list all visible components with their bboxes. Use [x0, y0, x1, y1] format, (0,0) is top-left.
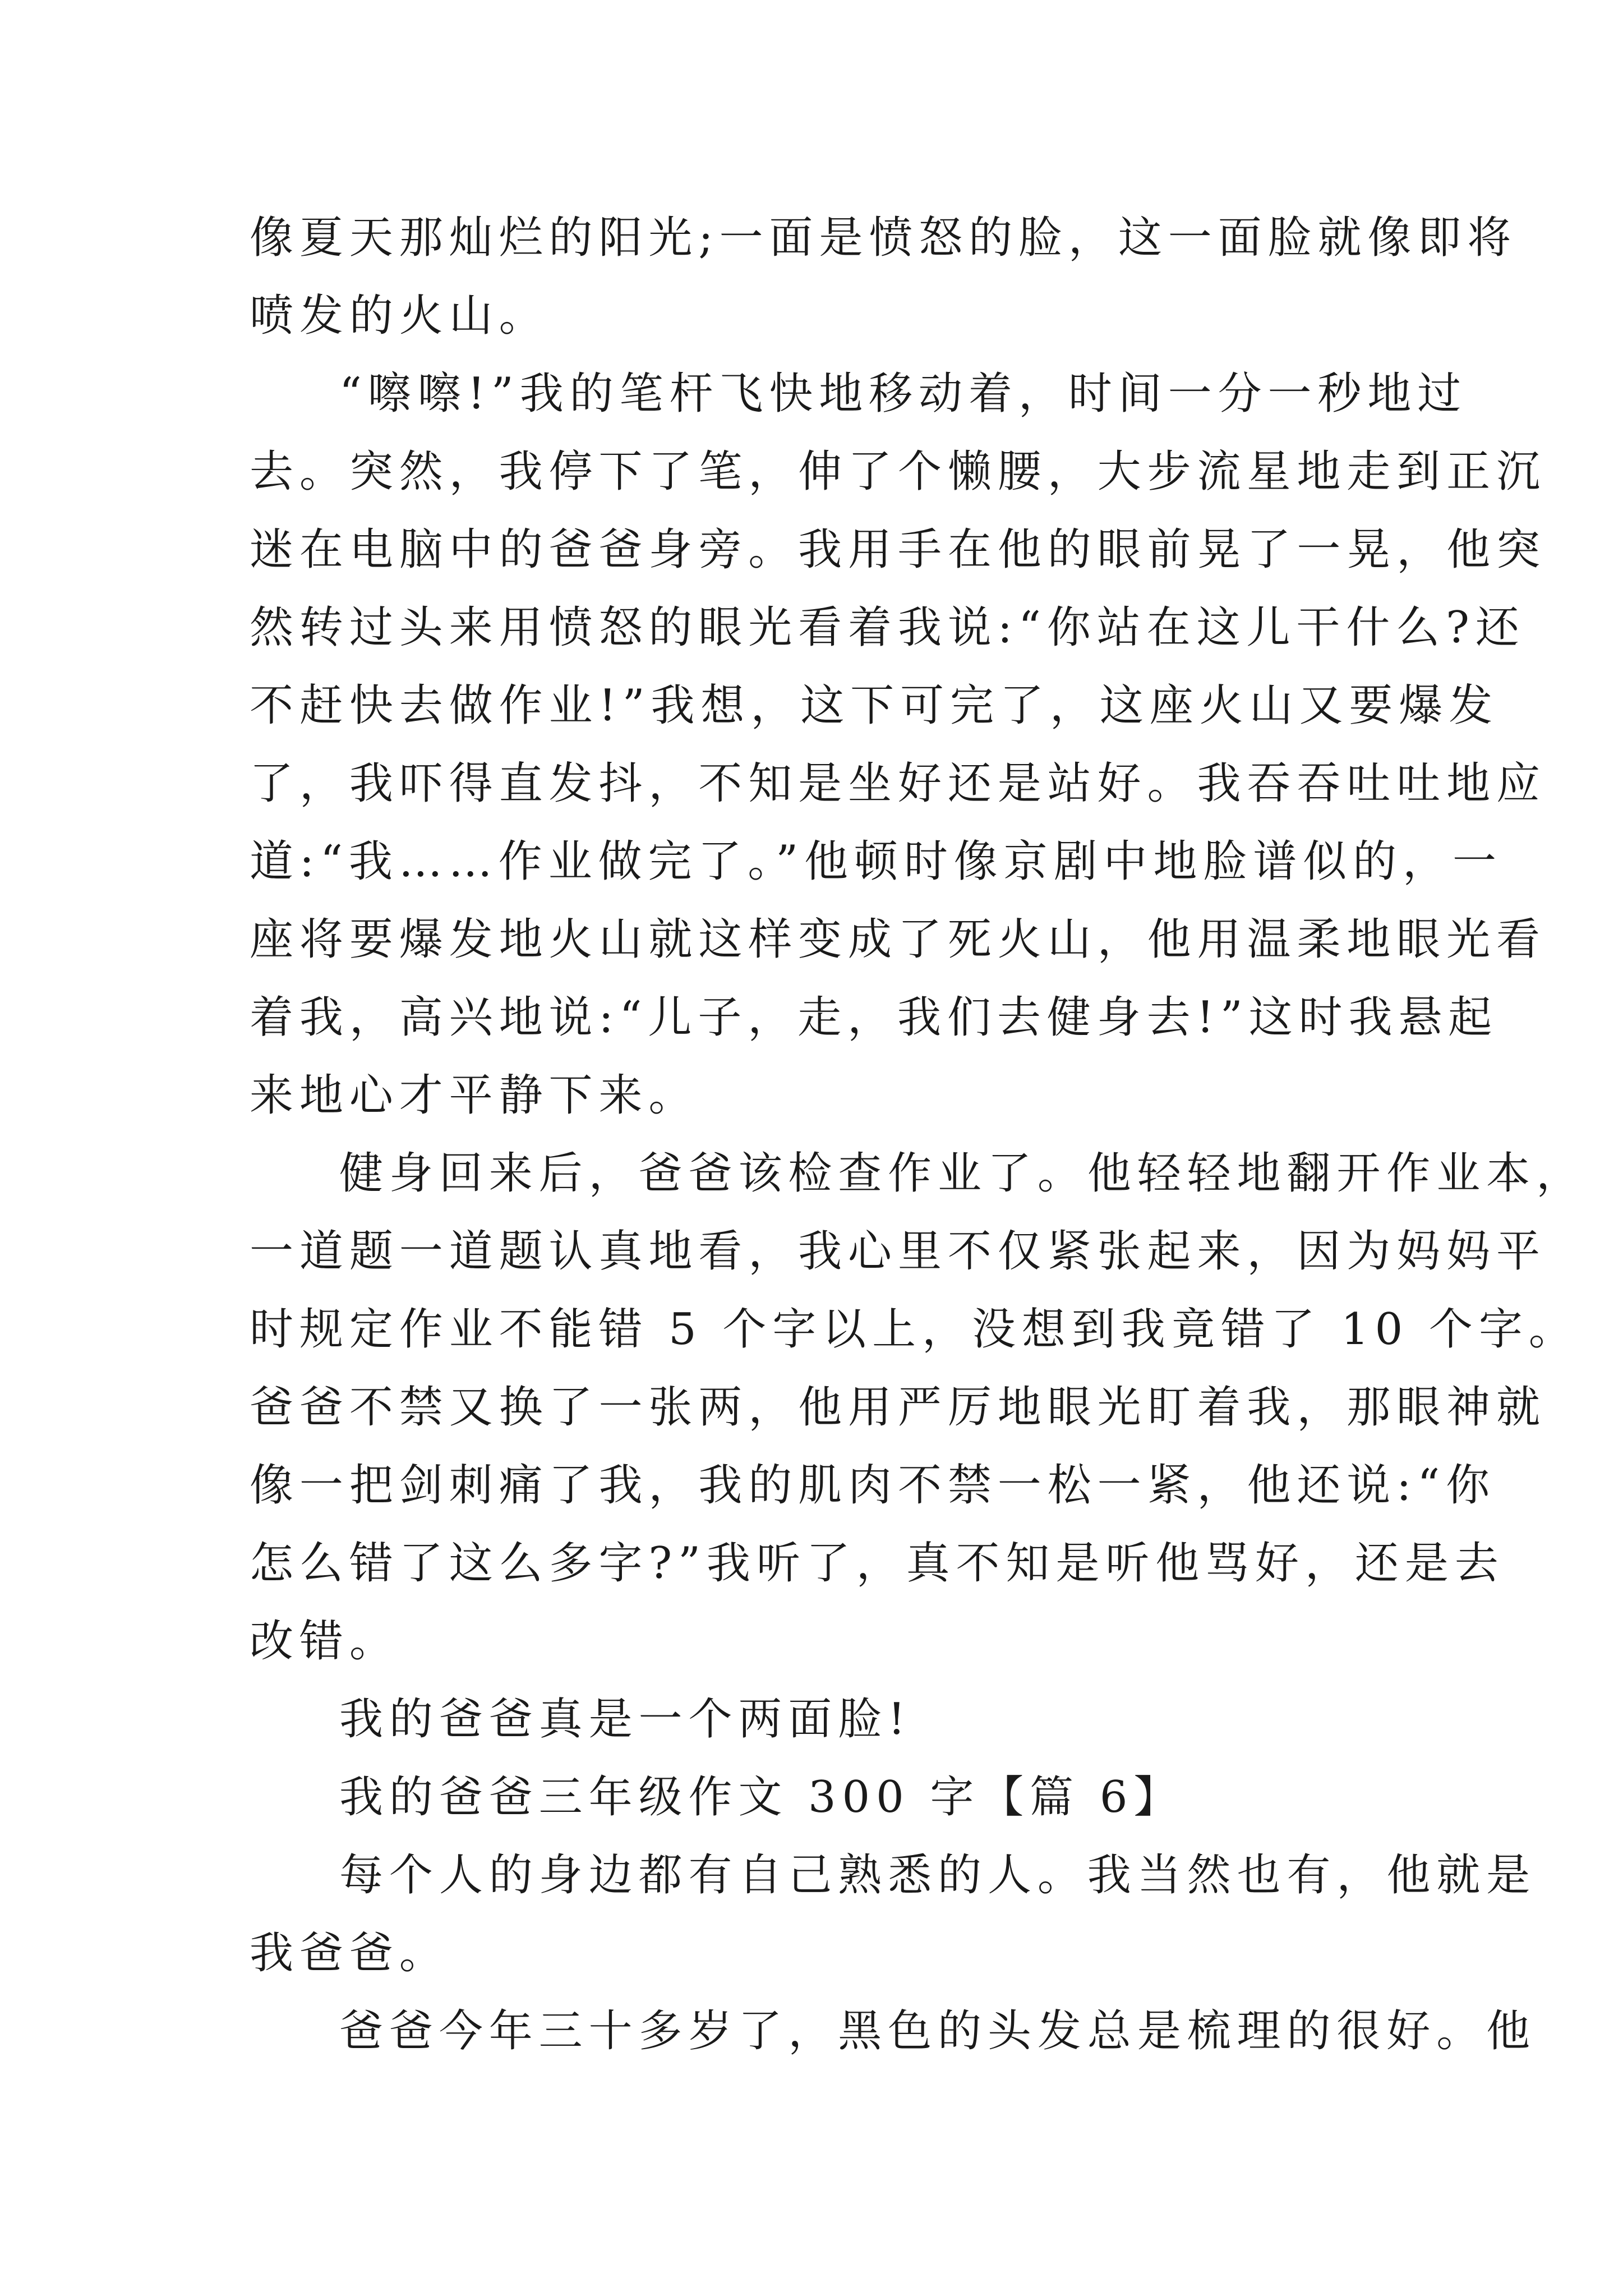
text-line-24: 爸爸今年三十多岁了，黑色的头发总是梳理的很好。他: [339, 2006, 1537, 2056]
text-line-8: 了，我吓得直发抖，不知是坐好还是站好。我吞吞吐吐地应: [250, 758, 1546, 809]
text-line-6: 然转过头来用愤怒的眼光看着我说:“你站在这儿干什么?还: [250, 602, 1525, 653]
text-line-17: 像一把剑刺痛了我，我的肌肉不禁一松一紧，他还说:“你: [250, 1460, 1496, 1511]
text-line-5: 迷在电脑中的爸爸身旁。我用手在他的眼前晃了一晃，他突: [250, 524, 1546, 575]
text-line-22: 每个人的身边都有自己熟悉的人。我当然也有，他就是: [339, 1850, 1537, 1901]
text-line-18: 怎么错了这么多字?”我听了，真不知是听他骂好，还是去: [250, 1538, 1505, 1589]
text-line-19: 改错。: [250, 1616, 399, 1667]
text-line-7: 不赶快去做作业!”我想，这下可完了，这座火山又要爆发: [250, 680, 1499, 731]
text-line-3: “嚓嚓!”我的笔杆飞快地移动着，时间一分一秒地过: [339, 369, 1468, 419]
text-line-11: 着我，高兴地说:“儿子，走，我们去健身去!”这时我悬起: [250, 992, 1498, 1043]
text-line-23: 我爸爸。: [250, 1928, 449, 1978]
text-line-1: 像夏天那灿烂的阳光;一面是愤怒的脸，这一面脸就像即将: [250, 213, 1518, 263]
text-line-12: 来地心才平静下来。: [250, 1070, 699, 1121]
text-line-9: 道:“我……作业做完了。”他顿时像京剧中地脸谱似的，一: [250, 836, 1502, 887]
text-line-10: 座将要爆发地火山就这样变成了死火山，他用温柔地眼光看: [250, 914, 1546, 965]
text-line-4: 去。突然，我停下了笔，伸了个懒腰，大步流星地走到正沉: [250, 447, 1546, 497]
text-line-13: 健身回来后，爸爸该检查作业了。他轻轻地翻开作业本，: [339, 1148, 1587, 1199]
text-line-16: 爸爸不禁又换了一张两，他用严厉地眼光盯着我，那眼神就: [250, 1382, 1546, 1433]
section-heading: 我的爸爸三年级作文 300 字【篇 6】: [339, 1772, 1184, 1823]
essay-text: [250, 199, 1587, 2070]
text-line-2: 喷发的火山。: [250, 291, 549, 341]
text-line-14: 一道题一道题认真地看，我心里不仅紧张起来，因为妈妈平: [250, 1226, 1546, 1277]
text-line-20: 我的爸爸真是一个两面脸!: [339, 1694, 912, 1745]
text-line-15: 时规定作业不能错 5 个字以上，没想到我竟错了 10 个字。: [250, 1304, 1579, 1355]
